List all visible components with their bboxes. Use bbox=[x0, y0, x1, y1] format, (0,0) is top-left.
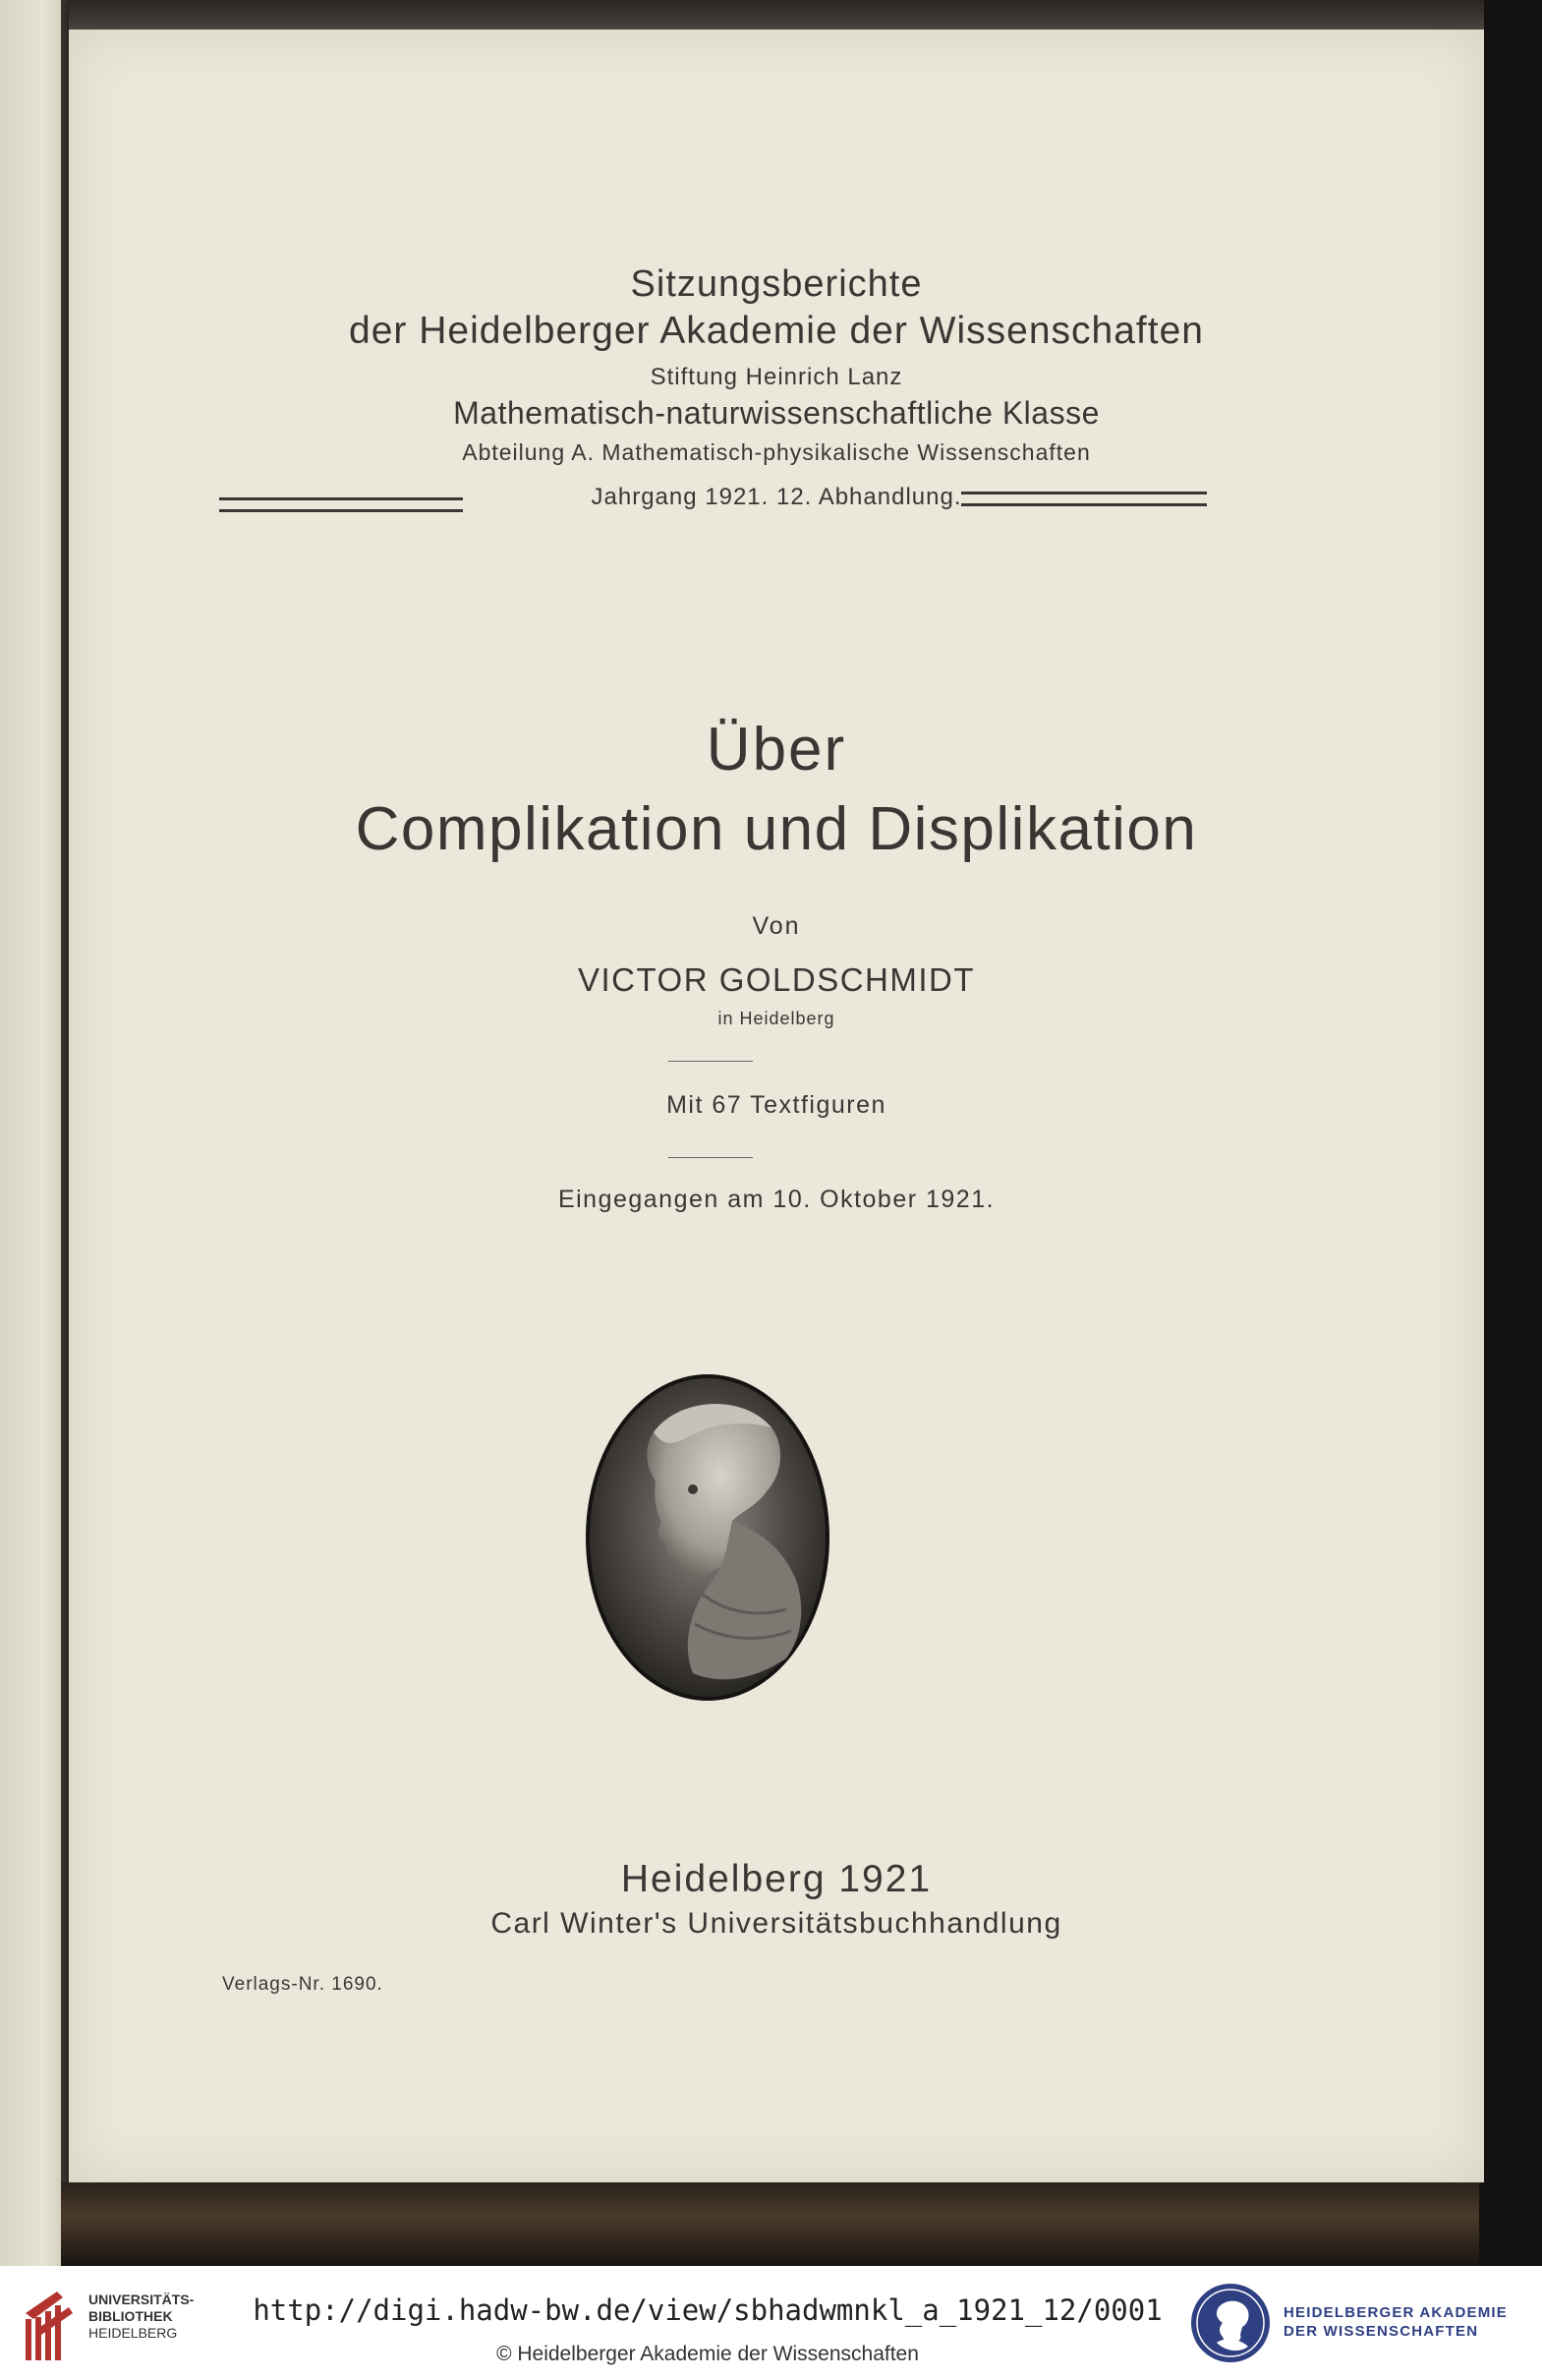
right-background bbox=[1479, 0, 1542, 2266]
main-title: Complikation und Displikation bbox=[355, 795, 1198, 863]
short-divider bbox=[668, 1157, 753, 1158]
title-prefix: Über bbox=[706, 716, 847, 784]
figures-note: Mit 67 Textfiguren bbox=[666, 1091, 886, 1119]
academy-name-footer bbox=[1284, 2303, 1508, 2341]
academy-footer-line: DER WISSENSCHAFTEN bbox=[1284, 2323, 1479, 2340]
copyright-notice: © Heidelberger Akademie der Wissenschaften bbox=[496, 2343, 919, 2365]
academy-footer-line: HEIDELBERGER AKADEMIE bbox=[1284, 2304, 1508, 2321]
short-divider bbox=[668, 1061, 753, 1062]
publisher-number: Verlags-Nr. 1690. bbox=[222, 1974, 383, 1995]
athena-medallion-image bbox=[585, 1373, 830, 1703]
by-label: Von bbox=[752, 912, 801, 940]
academy-name: der Heidelberger Akademie der Wissenschaften bbox=[349, 310, 1204, 352]
section-line: Abteilung A. Mathematisch-physikalische Wissenschaften bbox=[462, 439, 1091, 465]
double-rule-right bbox=[961, 492, 1207, 506]
foundation-line: Stiftung Heinrich Lanz bbox=[650, 364, 903, 390]
ub-line: BIBLIOTHEK bbox=[88, 2308, 173, 2324]
class-line: Mathematisch-naturwissenschaftliche Klasse bbox=[453, 395, 1100, 431]
ub-line: UNIVERSITÄTS- bbox=[88, 2292, 195, 2307]
imprint-publisher: Carl Winter's Universitätsbuchhandlung bbox=[490, 1907, 1062, 1940]
footer-bar bbox=[0, 2266, 1542, 2380]
binding-bottom-edge bbox=[61, 2182, 1486, 2266]
author-name: VICTOR GOLDSCHMIDT bbox=[577, 961, 976, 998]
imprint-city-year: Heidelberg 1921 bbox=[620, 1858, 933, 1900]
received-date: Eingegangen am 10. Oktober 1921. bbox=[557, 1186, 996, 1213]
volume-line: Jahrgang 1921. 12. Abhandlung. bbox=[591, 484, 962, 510]
top-background bbox=[69, 0, 1484, 29]
title-page bbox=[69, 29, 1484, 2182]
permalink-url[interactable]: http://digi.hadw-bw.de/view/sbhadwmnkl_a_1921_12/0001 bbox=[253, 2293, 1163, 2327]
ub-line: HEIDELBERG bbox=[88, 2325, 178, 2341]
academy-seal-icon[interactable] bbox=[1189, 2282, 1272, 2364]
author-location: in Heidelberg bbox=[717, 1009, 835, 1028]
series-title: Sitzungsberichte bbox=[630, 263, 923, 305]
